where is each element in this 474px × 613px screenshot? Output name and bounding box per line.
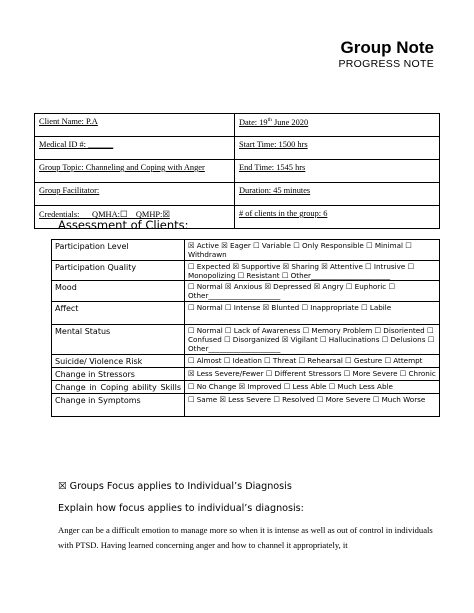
credentials-cell: Credentials: QMHA:☐ QMHP:☒ xyxy=(35,206,235,229)
assessment-row xyxy=(52,260,440,281)
assessment-options[interactable]: ☐ Normal ☒ Anxious ☒ Depressed ☒ Angry ☐ Euphoric ☐ Other____________________ xyxy=(185,281,440,302)
end-time-cell: End Time: 1545 hrs xyxy=(235,160,440,183)
focus-diagnosis-checkbox[interactable]: ☒ Groups Focus applies to Individual’s Diagnosis xyxy=(58,481,292,492)
assessment-row xyxy=(52,367,440,380)
page-subtitle: PROGRESS NOTE xyxy=(338,58,434,70)
assessment-heading: Assessment of Clients: xyxy=(58,218,189,232)
explain-focus-prompt: Explain how focus applies to individual’s diagnosis: xyxy=(58,503,304,514)
assessment-label: Affect xyxy=(52,301,185,324)
info-row xyxy=(35,160,440,183)
assessment-options[interactable]: ☐ Expected ☒ Supportive ☒ Sharing ☒ Attentive ☐ Intrusive ☐ Monopolizing ☐ Resistant ☐ Other______________________ xyxy=(185,260,440,281)
assessment-row xyxy=(52,301,440,324)
assessment-label: Mood xyxy=(52,281,185,302)
assessment-label: Change in Symptoms xyxy=(52,393,185,416)
assessment-options[interactable]: ☐ Same ☒ Less Severe ☐ Resolved ☐ More Severe ☐ Much Worse xyxy=(185,393,440,416)
assessment-row xyxy=(52,354,440,367)
assessment-options[interactable]: ☒ Active ☒ Eager ☐ Variable ☐ Only Responsible ☐ Minimal ☐ Withdrawn xyxy=(185,240,440,261)
page-header xyxy=(339,38,435,71)
assessment-row xyxy=(52,393,440,416)
assessment-label: Participation Quality xyxy=(52,260,185,281)
assessment-label: Participation Level xyxy=(52,240,185,261)
assessment-row xyxy=(52,240,440,261)
info-row xyxy=(35,137,440,160)
group-topic-cell: Group Topic: Channeling and Coping with Anger xyxy=(35,160,235,183)
duration-cell: Duration: 45 minutes xyxy=(235,183,440,206)
date-cell: Date: 19th June 2020 xyxy=(235,114,440,137)
info-row xyxy=(35,183,440,206)
clients-count-cell: # of clients in the group: 6 xyxy=(235,206,440,229)
assessment-table xyxy=(51,239,440,417)
assessment-row xyxy=(52,324,440,354)
info-row xyxy=(35,114,440,137)
client-info-table xyxy=(34,113,440,229)
assessment-options[interactable]: ☐ Normal ☐ Lack of Awareness ☐ Memory Problem ☐ Disoriented ☐ Confused ☐ Disorganized ☒ Vigilant ☐ Hallucinations ☐ Delusions ☐ Other____________________ xyxy=(185,324,440,354)
assessment-label: Mental Status xyxy=(52,324,185,354)
assessment-row xyxy=(52,281,440,302)
assessment-options[interactable]: ☐ No Change ☒ Improved ☐ Less Able ☐ Much Less Able xyxy=(185,380,440,393)
start-time-cell: Start Time: 1500 hrs xyxy=(235,137,440,160)
assessment-label: Suicide/ Violence Risk xyxy=(52,354,185,367)
assessment-label: Change in Coping ability Skills xyxy=(52,380,185,393)
focus-explanation-text: Anger can be a difficult emotion to manage more so when it is intense as well as out of control in individuals with PTSD. Having learned concerning anger and how to channel it appropriately, it xyxy=(58,525,433,550)
medical-id-cell: Medical ID #: ______ xyxy=(35,137,235,160)
assessment-options[interactable]: ☐ Normal ☐ Intense ☒ Blunted ☐ Inappropriate ☐ Labile xyxy=(185,301,440,324)
client-name-cell: Client Name: P.A xyxy=(35,114,235,137)
assessment-label: Change in Stressors xyxy=(52,367,185,380)
assessment-options[interactable]: ☒ Less Severe/Fewer ☐ Different Stressors ☐ More Severe ☐ Chronic xyxy=(185,367,440,380)
page-title: Group Note xyxy=(340,38,434,57)
assessment-row xyxy=(52,380,440,393)
group-facilitator-cell: Group Facilitator: xyxy=(35,183,235,206)
assessment-options[interactable]: ☐ Almost ☐ Ideation ☐ Threat ☐ Rehearsal ☐ Gesture ☐ Attempt xyxy=(185,354,440,367)
